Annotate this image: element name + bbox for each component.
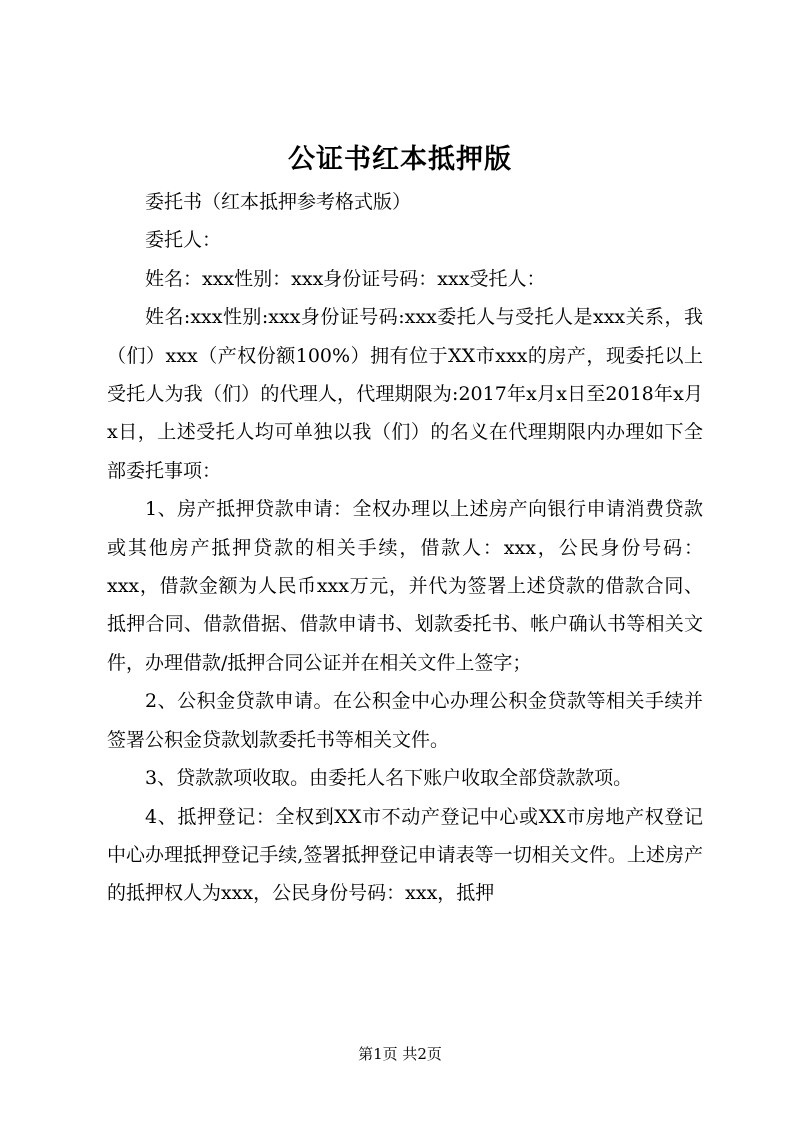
document-title: 公证书红本抵押版 <box>288 144 512 175</box>
paragraph-principal-label: 委托人： <box>145 229 222 252</box>
paragraph-heading: 委托书（红本抵押参考格式版） <box>145 191 412 213</box>
page-number-footer: 第1页 共2页 <box>358 1045 442 1063</box>
document-body <box>107 183 703 913</box>
paragraph-item-1: 1、房产抵押贷款申请：全权办理以上述房产向银行申请消费贷款或其他房产抵押贷款的相关手续，借款人：xxx，公民身份号码：xxx，借款金额为人民币xxx万元，并代为签署上述贷款的借款合同、抵押合同、借款借据、借款申请书、划款委托书、帐户确认书等相关文件，办理借款/抵押合同公证并在相关文件上签字； <box>107 498 703 674</box>
paragraph-agent-info: 姓名:xxx性别:xxx身份证号码:xxx委托人与受托人是xxx关系，我（们）xxx（产权份额100%）拥有位于XX市xxx的房产，现委托以上受托人为我（们）的代理人，代理期限为:2017年x月x日至2018年x月x日，上述受托人均可单独以我（们）的名义在代理期限内办理如下全部委托事项： <box>107 306 703 482</box>
paragraph-item-4: 4、抵押登记：全权到XX市不动产登记中心或XX市房地产权登记中心办理抵押登记手续,签署抵押登记申请表等一切相关文件。上述房产的抵押权人为xxx，公民身份号码：xxx，抵押 <box>107 805 703 905</box>
paragraph-item-2: 2、公积金贷款申请。在公积金中心办理公积金贷款等相关手续并签署公积金贷款划款委托书等相关文件。 <box>107 690 703 751</box>
paragraph-item-3: 3、贷款款项收取。由委托人名下账户收取全部贷款款项。 <box>145 767 633 790</box>
paragraph-principal-info: 姓名：xxx性别：xxx身份证号码：xxx受托人： <box>145 267 546 290</box>
